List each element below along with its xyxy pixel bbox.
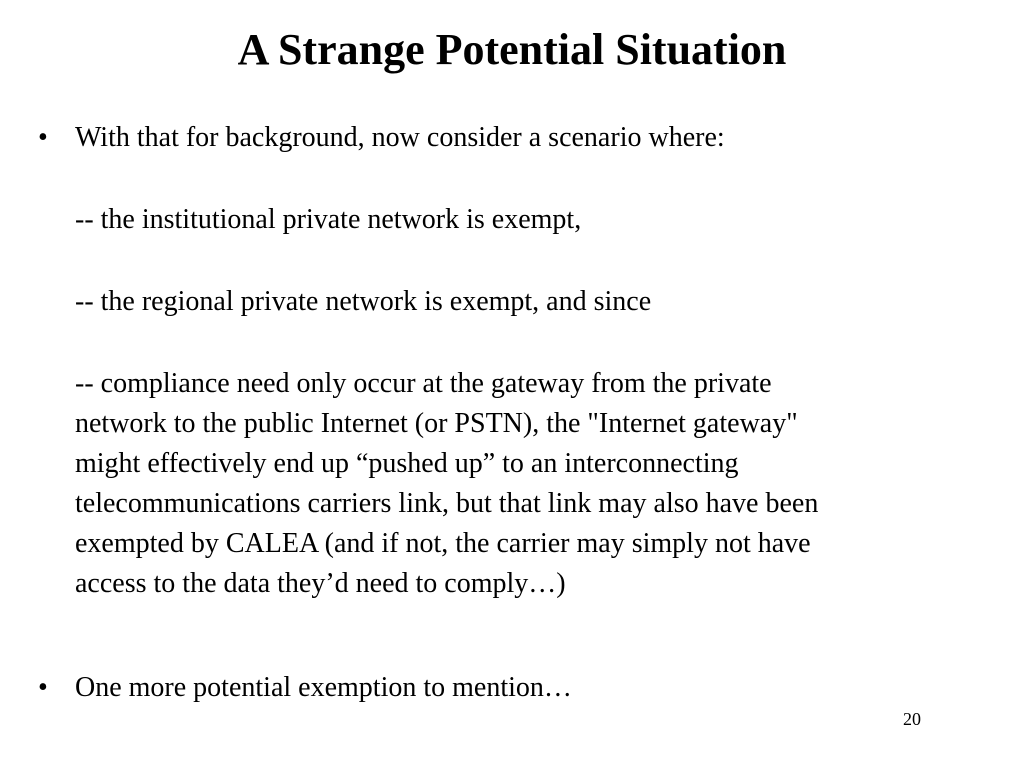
bullet-marker: • bbox=[38, 672, 48, 703]
bullet-line-regional: -- the regional private network is exempt, and since bbox=[75, 286, 652, 317]
bullet-scenario bbox=[38, 118, 985, 604]
bullet-line-compliance-5: exempted by CALEA (and if not, the carrier may simply not have bbox=[75, 528, 811, 559]
page-number: 20 bbox=[903, 709, 921, 729]
bullet-body bbox=[75, 118, 985, 604]
bullet-line-intro: With that for background, now consider a scenario where: bbox=[75, 122, 725, 153]
slide-title: A Strange Potential Situation bbox=[237, 25, 787, 74]
bullet-line-compliance-4: telecommunications carriers link, but that link may also have been bbox=[75, 488, 819, 519]
bullet-line-exemption: One more potential exemption to mention… bbox=[75, 672, 572, 703]
bullet-line-compliance-3: might effectively end up “pushed up” to an interconnecting bbox=[75, 448, 739, 479]
bullet-line-compliance-6: access to the data they’d need to comply…) bbox=[75, 568, 566, 599]
bullet-body bbox=[75, 668, 985, 708]
bullet-line-institutional: -- the institutional private network is exempt, bbox=[75, 204, 582, 235]
bullet-line-compliance-2: network to the public Internet (or PSTN), the "Internet gateway" bbox=[75, 408, 798, 439]
bullet-marker: • bbox=[38, 122, 48, 153]
bullet-line-compliance-1: -- compliance need only occur at the gateway from the private bbox=[75, 368, 772, 399]
bullet-exemption bbox=[38, 668, 985, 708]
